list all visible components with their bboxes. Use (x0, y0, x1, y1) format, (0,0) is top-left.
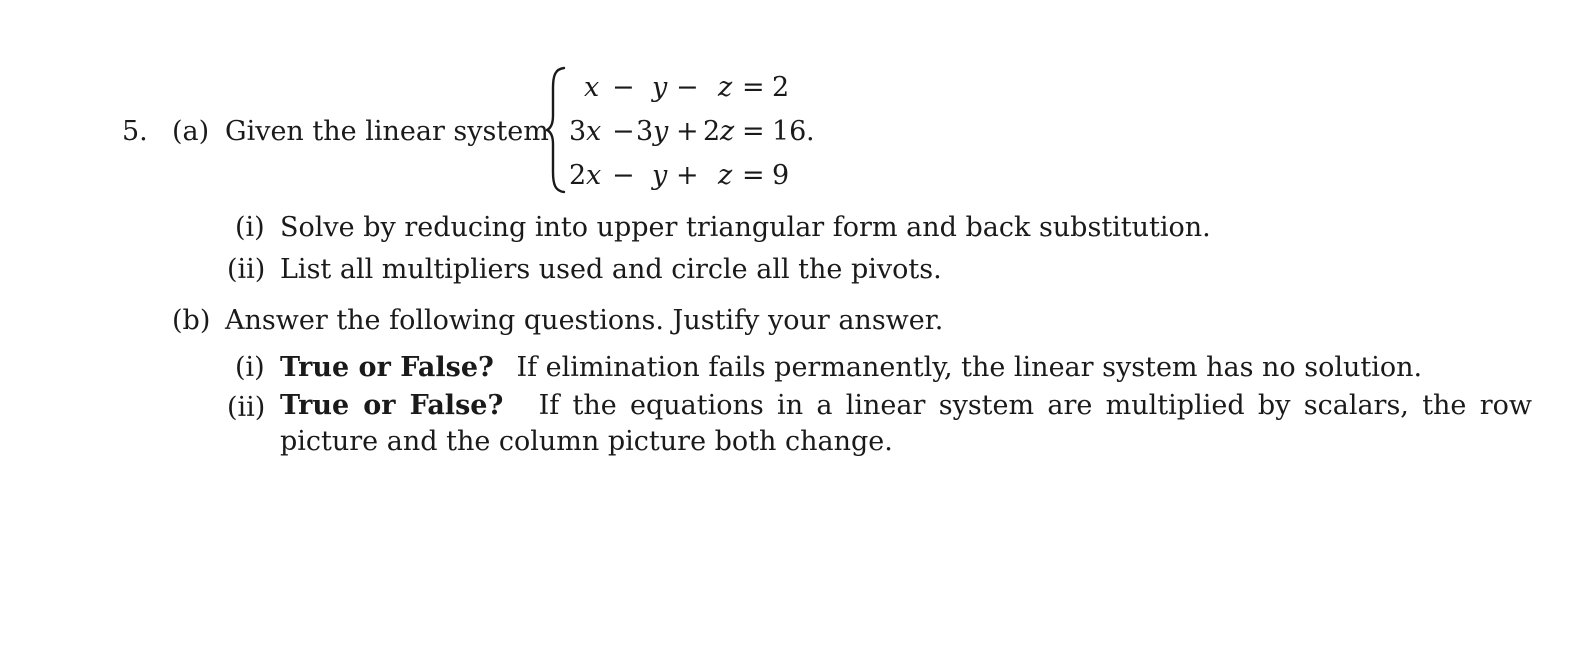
eq3-x: x (586, 160, 602, 191)
eq3-op1: − (612, 160, 635, 191)
part-b-item-2 (280, 388, 1532, 460)
eq2-z: z (720, 116, 735, 147)
eq3-equals: = (742, 160, 765, 191)
eq2-coef-z: 2 (703, 116, 721, 147)
part-b-item-2-text: If the equations in a linear system are multiplied by scalars, the row picture and the column picture both change. (280, 390, 1532, 457)
eq1-op2: − (676, 72, 699, 103)
eq3-y: y (652, 160, 668, 191)
eq3-rhs: 9 (772, 160, 790, 191)
part-b-item-2-label: (ii) (227, 392, 266, 423)
eq3-op2: + (676, 160, 699, 191)
part-a-item-2-text: List all multipliers used and circle all the pivots. (280, 254, 942, 285)
part-a-item-1-label: (i) (235, 212, 265, 243)
part-b-item-1 (280, 354, 1422, 381)
eq2-coef-x: 3 (569, 116, 587, 147)
eq3-coef-x: 2 (569, 160, 587, 191)
eq1-x: x (584, 72, 600, 103)
part-b-item-1-prefix: True or False? (280, 352, 494, 383)
eq2-coef-y: 3 (636, 116, 654, 147)
part-b-label: (b) (172, 305, 211, 336)
eq1-equals: = (742, 72, 765, 103)
eq3-z: z (718, 160, 733, 191)
eq2-op2: + (676, 116, 699, 147)
eq2-rhs: 16 (772, 116, 807, 147)
eq2-x: x (586, 116, 602, 147)
eq1-op1: − (612, 72, 635, 103)
eq2-equals: = (742, 116, 765, 147)
part-a-intro: Given the linear system (225, 116, 549, 147)
eq1-y: y (652, 72, 668, 103)
eq2-op1: − (612, 116, 635, 147)
eq1-rhs: 2 (772, 72, 790, 103)
part-b-item-2-prefix: True or False? (280, 390, 504, 421)
part-a-label: (a) (172, 116, 210, 147)
system-brace-icon (546, 66, 566, 194)
part-b-intro: Answer the following questions. Justify your answer. (225, 305, 944, 336)
part-b-item-1-label: (i) (235, 352, 265, 383)
part-b-item-1-text: If elimination fails permanently, the linear system has no solution. (516, 352, 1423, 383)
eq2-y: y (653, 116, 669, 147)
eq1-z: z (718, 72, 733, 103)
part-a-item-2-label: (ii) (227, 254, 266, 285)
part-a-item-1-text: Solve by reducing into upper triangular form and back substitution. (280, 212, 1211, 243)
problem-number: 5. (122, 116, 148, 147)
system-period: . (806, 116, 815, 147)
